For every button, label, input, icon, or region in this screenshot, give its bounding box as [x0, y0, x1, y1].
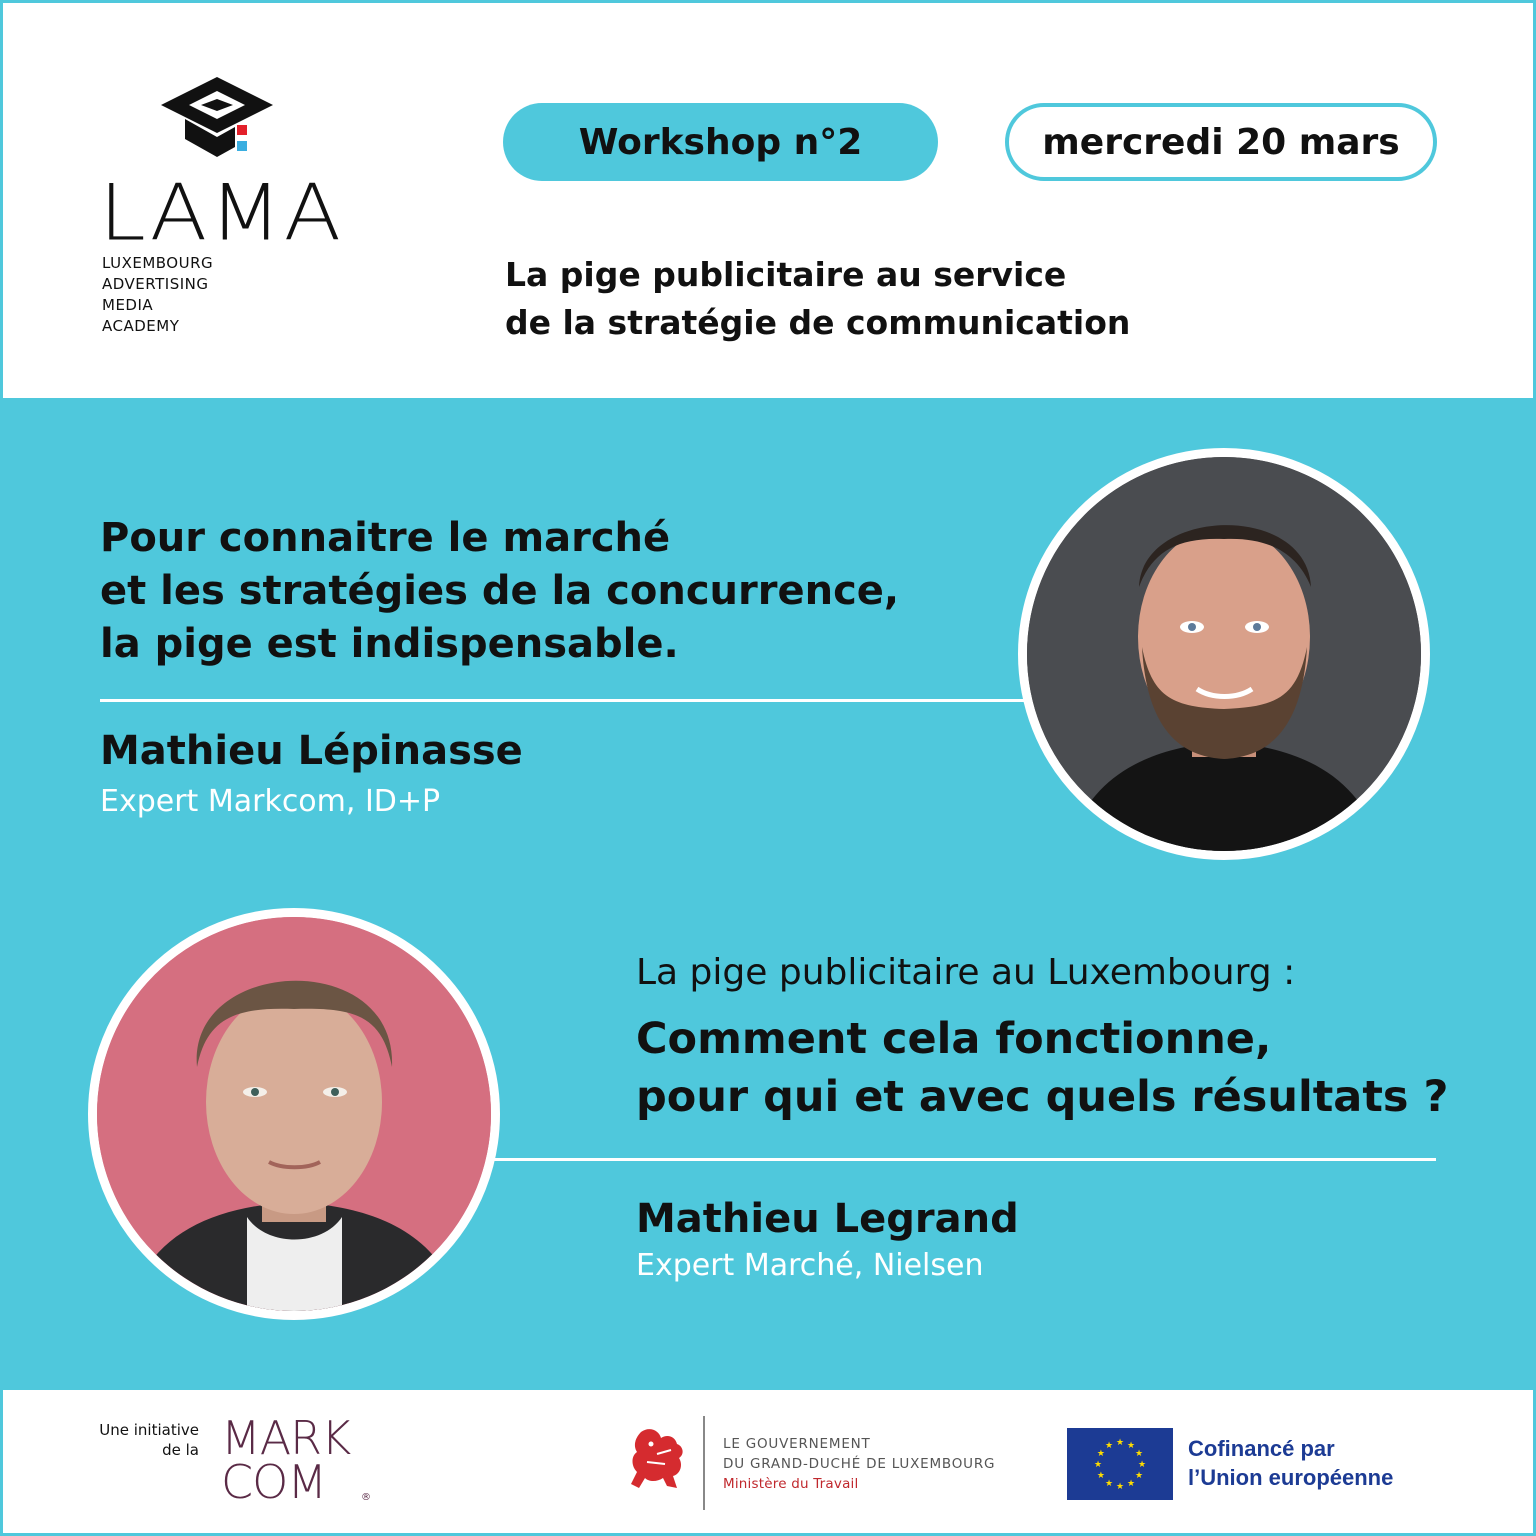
divider — [703, 1416, 705, 1510]
date-badge: mercredi 20 mars — [1005, 103, 1437, 181]
speaker2-photo — [88, 908, 500, 1320]
logo-subtitle-line: LUXEMBOURG — [102, 254, 214, 272]
eu-star-icon: ★ — [1093, 1460, 1103, 1470]
eu-star-icon: ★ — [1126, 1440, 1136, 1451]
footer — [3, 1390, 1533, 1533]
eu-star-icon: ★ — [1126, 1479, 1136, 1490]
speaker1-photo — [1018, 448, 1430, 860]
initiative-line: de la — [162, 1441, 199, 1459]
speaker1-name: Mathieu Lépinasse — [100, 728, 523, 774]
eu-star-icon: ★ — [1104, 1479, 1114, 1490]
logo-subtitle — [102, 253, 213, 337]
quote-line: et les stratégies de la concurrence, — [100, 568, 900, 614]
eu-line: Cofinancé par — [1188, 1436, 1335, 1461]
quote-line: pour qui et avec quels résultats ? — [636, 1072, 1449, 1122]
luxembourg-lion-icon — [627, 1424, 689, 1494]
eu-star-icon: ★ — [1135, 1449, 1144, 1459]
eu-line: l’Union européenne — [1188, 1465, 1394, 1490]
quote-line: Comment cela fonctionne, — [636, 1014, 1272, 1064]
eu-star-icon: ★ — [1135, 1471, 1144, 1481]
government-line: DU GRAND-DUCHÉ DE LUXEMBOURG — [723, 1456, 996, 1472]
speaker2-portrait-icon — [97, 917, 491, 1311]
eu-star-icon: ★ — [1104, 1440, 1114, 1451]
initiative-line: Une initiative — [99, 1421, 199, 1439]
initiative-label — [99, 1420, 199, 1460]
registered-mark: ® — [361, 1492, 371, 1503]
eu-star-icon: ★ — [1137, 1460, 1147, 1470]
header — [3, 3, 1533, 398]
logo-subtitle-line: ACADEMY — [102, 317, 180, 335]
speaker1-quote — [100, 512, 899, 671]
logo-wordmark: LAMA — [99, 167, 344, 259]
workshop-badge: Workshop n°2 — [503, 103, 938, 181]
workshop-title-line: de la stratégie de communication — [505, 303, 1131, 342]
government-label — [723, 1434, 995, 1494]
eu-star-icon: ★ — [1115, 1482, 1125, 1492]
ministry-label: Ministère du Travail — [723, 1476, 859, 1492]
eu-star-icon: ★ — [1096, 1449, 1105, 1459]
eu-star-icon: ★ — [1115, 1438, 1125, 1448]
markcom-logo — [221, 1411, 351, 1509]
speaker1-role: Expert Markcom, ID+P — [100, 784, 441, 819]
workshop-title — [505, 251, 1130, 347]
markcom-line: MARK — [221, 1411, 351, 1465]
speaker2-name: Mathieu Legrand — [636, 1196, 1019, 1242]
graduation-cap-icon — [157, 75, 277, 167]
quote-line: Pour connaitre le marché — [100, 515, 671, 561]
quote-line: la pige est indispensable. — [100, 621, 679, 667]
lama-logo — [99, 73, 359, 343]
speaker2-topic: La pige publicitaire au Luxembourg : — [636, 952, 1296, 993]
eu-cofunding-label — [1188, 1434, 1393, 1492]
divider — [490, 1158, 1436, 1161]
logo-subtitle-line: MEDIA — [102, 296, 154, 314]
eu-star-icon: ★ — [1096, 1471, 1105, 1481]
logo-subtitle-line: ADVERTISING — [102, 275, 209, 293]
speaker2-role: Expert Marché, Nielsen — [636, 1248, 984, 1283]
workshop-title-line: La pige publicitaire au service — [505, 255, 1067, 294]
eu-flag-icon — [1067, 1428, 1173, 1500]
speaker1-portrait-icon — [1027, 457, 1421, 851]
divider — [100, 699, 1030, 702]
markcom-line: COM — [221, 1455, 327, 1509]
government-line: LE GOUVERNEMENT — [723, 1436, 871, 1452]
speaker2-quote — [636, 1010, 1448, 1126]
